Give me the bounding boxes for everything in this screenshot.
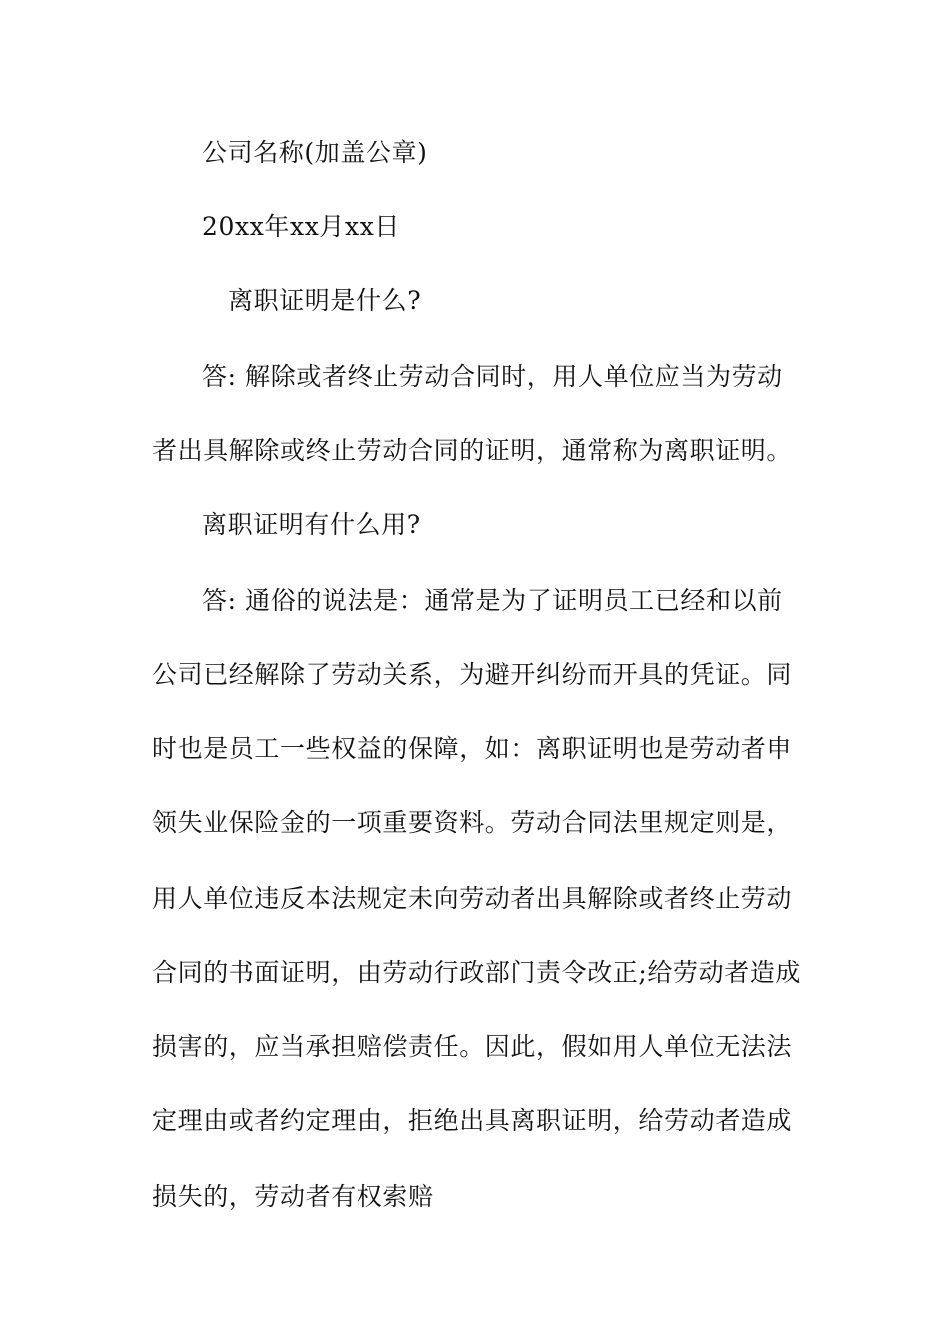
answer-2-line-2: 公司已经解除了劳动关系，为避开纠纷而开具的凭证。同: [152, 660, 793, 689]
answer-2-line-4: 领失业保险金的一项重要资料。劳动合同法里规定则是，: [152, 808, 793, 837]
company-name-line: 公司名称(加盖公章): [202, 138, 428, 167]
answer-2-line-1: 答: 通俗的说法是：通常是为了证明员工已经和以前: [202, 586, 783, 615]
answer-2-line-8: 定理由或者约定理由，拒绝出具离职证明，给劳动者造成: [152, 1106, 793, 1135]
question-1: 离职证明是什么?: [228, 286, 422, 315]
date-line: 20xx年xx月xx日: [202, 212, 401, 241]
answer-2-line-9: 损失的，劳动者有权索赔: [152, 1182, 434, 1211]
question-2: 离职证明有什么用?: [202, 510, 421, 539]
answer-1-line-1: 答: 解除或者终止劳动合同时，用人单位应当为劳动: [202, 362, 783, 391]
answer-2-line-5: 用人单位违反本法规定未向劳动者出具解除或者终止劳动: [152, 884, 793, 913]
answer-1-line-2: 者出具解除或终止劳动合同的证明，通常称为离职证明。: [152, 436, 793, 465]
answer-2-line-3: 时也是员工一些权益的保障，如：离职证明也是劳动者申: [152, 734, 793, 763]
answer-2-line-7: 损害的，应当承担赔偿责任。因此，假如用人单位无法法: [152, 1032, 793, 1061]
answer-2-line-6: 合同的书面证明，由劳动行政部门责令改正;给劳动者造成: [152, 958, 802, 987]
